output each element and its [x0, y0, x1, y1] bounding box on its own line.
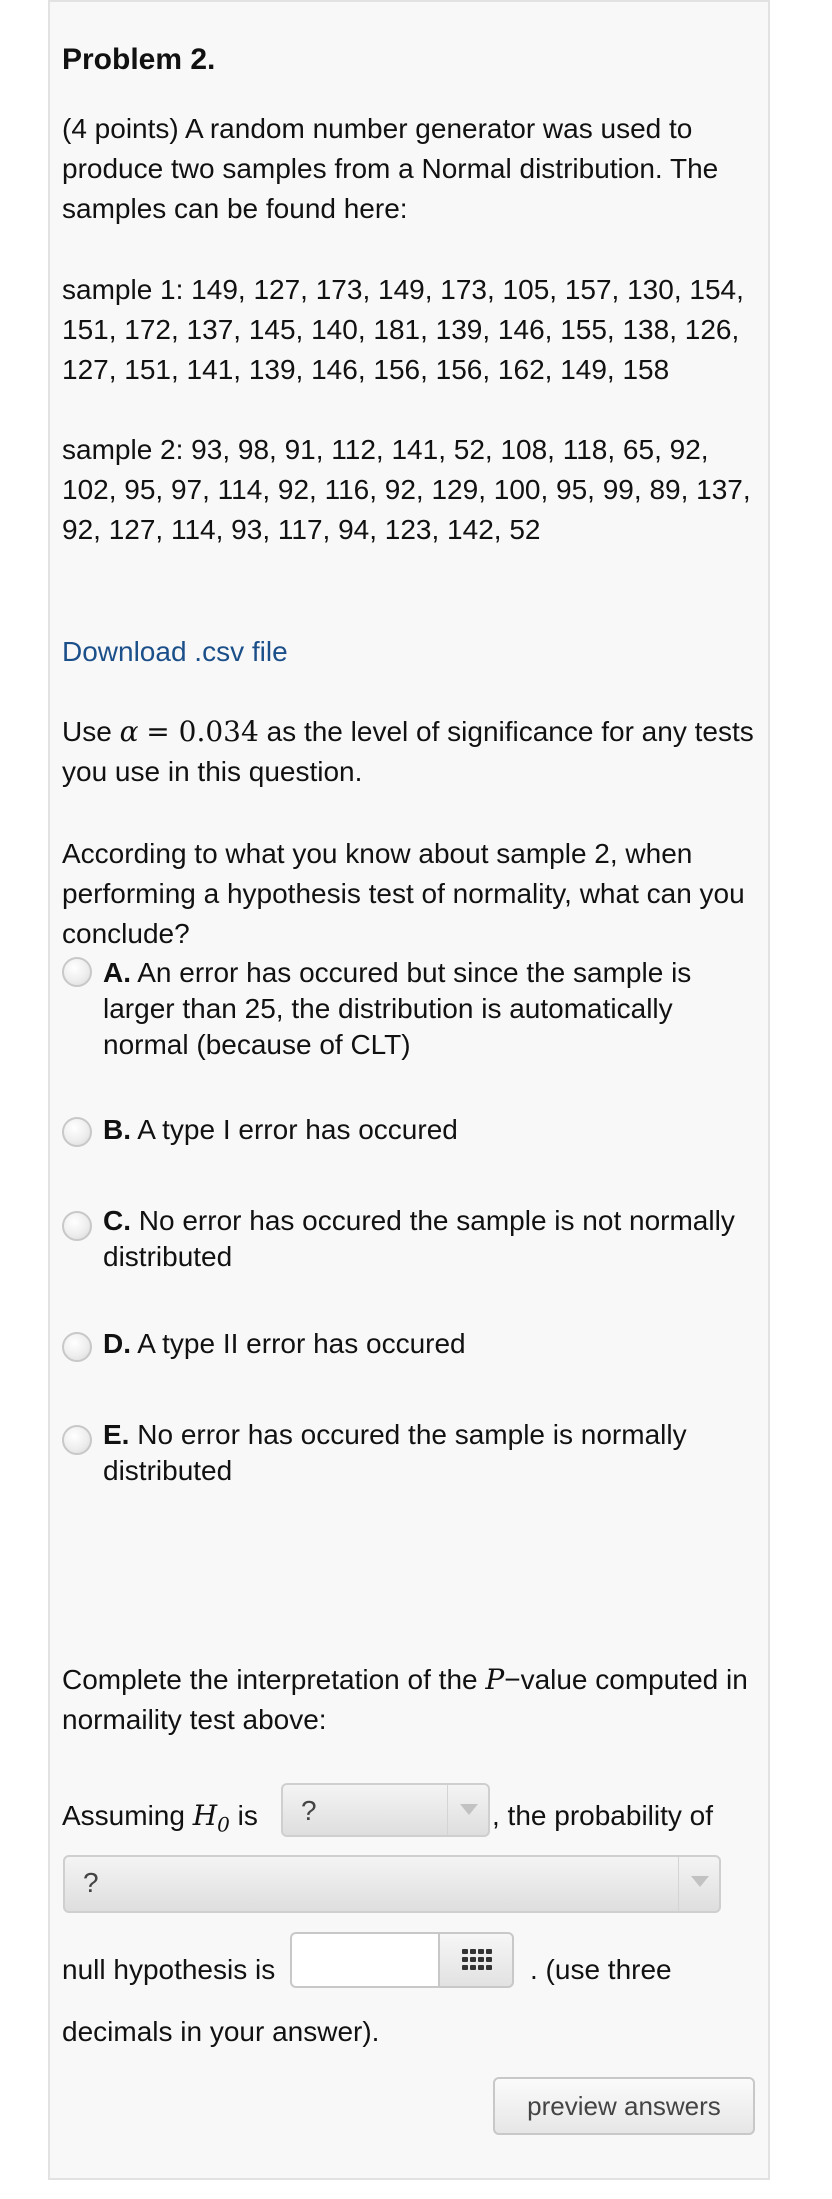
probability-of-label: , the probability of [492, 1800, 714, 1831]
option-a-text: A. An error has occured but since the sample is larger than 25, the distribution is automatically normal (because of CLT) [103, 957, 692, 1060]
option-e-text: E. No error has occured the sample is normally distributed [103, 1419, 687, 1486]
keypad-icon [462, 1949, 492, 1971]
problem-intro: (4 points) A random number generator was used to produce two samples from a Normal distribution. The samples can be found here: [62, 113, 719, 224]
interpretation-prompt: Complete the interpretation of the P−value computed in normaility test above: [62, 1663, 748, 1735]
h0-symbol: $H_0$ [192, 1799, 230, 1837]
h0-truth-select[interactable] [281, 1783, 490, 1837]
alpha-suffix: as the level of significance for any tests you use in this question. [62, 716, 754, 787]
option-b-text: B. A type I error has occured [103, 1114, 458, 1145]
option-a-radio[interactable] [62, 957, 92, 987]
math-keypad-button[interactable] [438, 1932, 514, 1988]
option-c-radio[interactable] [62, 1211, 92, 1241]
null-hypothesis-label: null hypothesis is [62, 1954, 276, 1985]
preview-answers-button[interactable]: preview answers [493, 2077, 755, 2135]
assuming-label: Assuming $H_0$ is [62, 1799, 258, 1837]
probability-event-select[interactable] [63, 1855, 721, 1913]
problem-title: Problem 2. [62, 43, 216, 76]
sample-2-text: sample 2: 93, 98, 91, 112, 141, 52, 108, 118, 65, 92, 102, 95, 97, 114, 92, 116, 92, 129, 100, 95, 99, 89, 137, 92, 127, 114, 93, 117, 94, 123, 142, 52 [62, 434, 751, 545]
alpha-prefix: Use [62, 716, 112, 747]
option-b-radio[interactable] [62, 1117, 92, 1147]
chevron-down-icon [447, 1785, 488, 1835]
sample-1-text: sample 1: 149, 127, 173, 149, 173, 105, 157, 130, 154, 151, 172, 137, 145, 140, 181, 139, 146, 155, 138, 126, 127, 151, 141, 139, 146, 156, 156, 162, 149, 158 [62, 274, 744, 385]
decimals-label: decimals in your answer). [62, 2016, 380, 2047]
alpha-statement [62, 712, 760, 792]
p-symbol: P [485, 1663, 505, 1696]
p-value-answer-input[interactable] [290, 1932, 440, 1988]
question-text: According to what you know about sample 2, when performing a hypothesis test of normality, what can you conclude? [62, 838, 745, 949]
chevron-down-icon [678, 1857, 719, 1911]
option-d-radio[interactable] [62, 1332, 92, 1362]
alpha-symbol: α [119, 715, 139, 748]
alpha-value: = 0.034 [146, 715, 259, 748]
use-three-label: . (use three [530, 1954, 672, 1985]
download-csv-link[interactable]: Download .csv file [62, 636, 288, 667]
option-e-radio[interactable] [62, 1425, 92, 1455]
option-d-text: D. A type II error has occured [103, 1328, 466, 1359]
option-c-text: C. No error has occured the sample is not normally distributed [103, 1205, 735, 1272]
h0-truth-select-value: ? [301, 1795, 317, 1826]
probability-event-select-value: ? [83, 1867, 99, 1898]
